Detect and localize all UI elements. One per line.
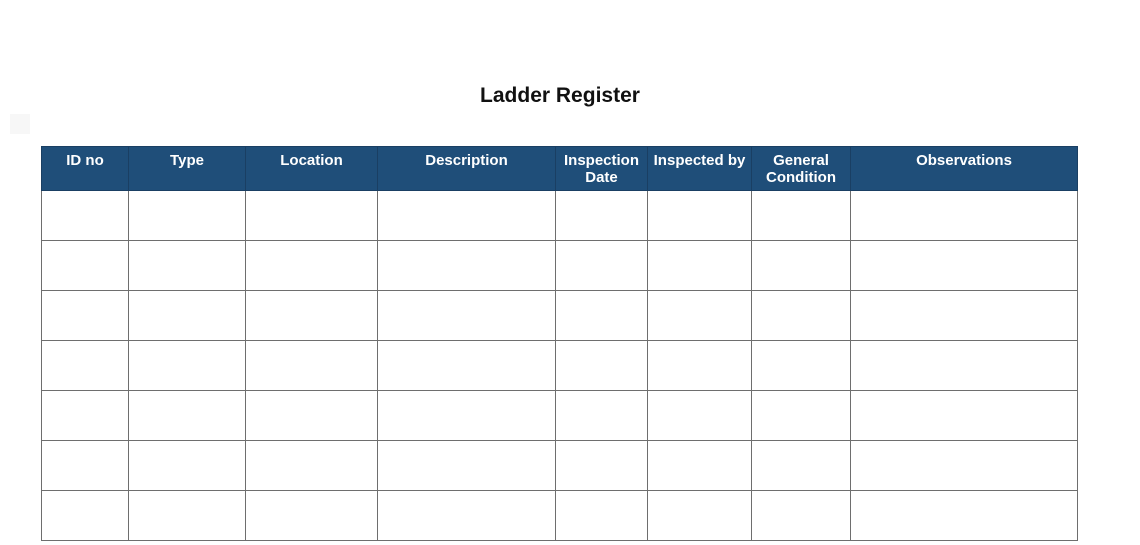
table-cell-general-condition[interactable]	[752, 341, 851, 391]
table-cell-type[interactable]	[129, 341, 246, 391]
table-cell-description[interactable]	[378, 291, 556, 341]
table-cell-inspection-date[interactable]	[556, 191, 648, 241]
column-header-location: Location	[246, 147, 378, 191]
table-cell-id-no[interactable]	[42, 491, 129, 541]
table-cell-description[interactable]	[378, 341, 556, 391]
table-cell-id-no[interactable]	[42, 191, 129, 241]
document-title: Ladder Register	[480, 84, 640, 107]
table-cell-inspected-by[interactable]	[648, 341, 752, 391]
table-cell-id-no[interactable]	[42, 391, 129, 441]
table-row	[42, 441, 1078, 491]
table-cell-description[interactable]	[378, 391, 556, 441]
table-row	[42, 391, 1078, 441]
table-row	[42, 291, 1078, 341]
table-cell-inspected-by[interactable]	[648, 491, 752, 541]
table-cell-location[interactable]	[246, 191, 378, 241]
table-cell-observations[interactable]	[851, 191, 1078, 241]
table-cell-location[interactable]	[246, 291, 378, 341]
table-cell-general-condition[interactable]	[752, 441, 851, 491]
table-cell-description[interactable]	[378, 491, 556, 541]
table-cell-general-condition[interactable]	[752, 191, 851, 241]
table-cell-observations[interactable]	[851, 491, 1078, 541]
table-cell-type[interactable]	[129, 391, 246, 441]
table-header-row	[42, 147, 1078, 191]
table-cell-observations[interactable]	[851, 291, 1078, 341]
table-cell-inspection-date[interactable]	[556, 291, 648, 341]
column-header-description: Description	[378, 147, 556, 191]
table-cell-id-no[interactable]	[42, 341, 129, 391]
table-cell-inspected-by[interactable]	[648, 391, 752, 441]
table-cell-description[interactable]	[378, 441, 556, 491]
table-body	[42, 191, 1078, 541]
table-cell-observations[interactable]	[851, 441, 1078, 491]
table-cell-location[interactable]	[246, 441, 378, 491]
table-row	[42, 341, 1078, 391]
table-cell-description[interactable]	[378, 191, 556, 241]
table-cell-id-no[interactable]	[42, 291, 129, 341]
table-cell-inspection-date[interactable]	[556, 241, 648, 291]
table-cell-type[interactable]	[129, 191, 246, 241]
table-cell-observations[interactable]	[851, 241, 1078, 291]
table-cell-id-no[interactable]	[42, 241, 129, 291]
table-cell-type[interactable]	[129, 491, 246, 541]
table-cell-type[interactable]	[129, 291, 246, 341]
table-cell-type[interactable]	[129, 241, 246, 291]
table-cell-location[interactable]	[246, 341, 378, 391]
ladder-register-table	[41, 146, 1078, 541]
table-cell-inspected-by[interactable]	[648, 441, 752, 491]
table-cell-description[interactable]	[378, 241, 556, 291]
table-cell-general-condition[interactable]	[752, 491, 851, 541]
table-cell-inspected-by[interactable]	[648, 241, 752, 291]
table-cell-inspection-date[interactable]	[556, 441, 648, 491]
table-cell-inspection-date[interactable]	[556, 341, 648, 391]
column-header-observations: Observations	[851, 147, 1078, 191]
column-header-id-no: ID no	[42, 147, 129, 191]
table-cell-type[interactable]	[129, 441, 246, 491]
table-cell-location[interactable]	[246, 491, 378, 541]
table-cell-general-condition[interactable]	[752, 391, 851, 441]
margin-marker	[10, 114, 30, 134]
column-header-general-condition: General Condition	[752, 147, 851, 191]
table-cell-inspected-by[interactable]	[648, 191, 752, 241]
table-row	[42, 191, 1078, 241]
column-header-inspection-date: Inspection Date	[556, 147, 648, 191]
table-cell-inspected-by[interactable]	[648, 291, 752, 341]
table-cell-general-condition[interactable]	[752, 291, 851, 341]
table-cell-general-condition[interactable]	[752, 241, 851, 291]
column-header-inspected-by: Inspected by	[648, 147, 752, 191]
table-cell-location[interactable]	[246, 391, 378, 441]
table-cell-observations[interactable]	[851, 391, 1078, 441]
table-cell-location[interactable]	[246, 241, 378, 291]
table-row	[42, 241, 1078, 291]
table-row	[42, 491, 1078, 541]
table-cell-inspection-date[interactable]	[556, 391, 648, 441]
table-cell-id-no[interactable]	[42, 441, 129, 491]
column-header-type: Type	[129, 147, 246, 191]
table-cell-inspection-date[interactable]	[556, 491, 648, 541]
table-cell-observations[interactable]	[851, 341, 1078, 391]
